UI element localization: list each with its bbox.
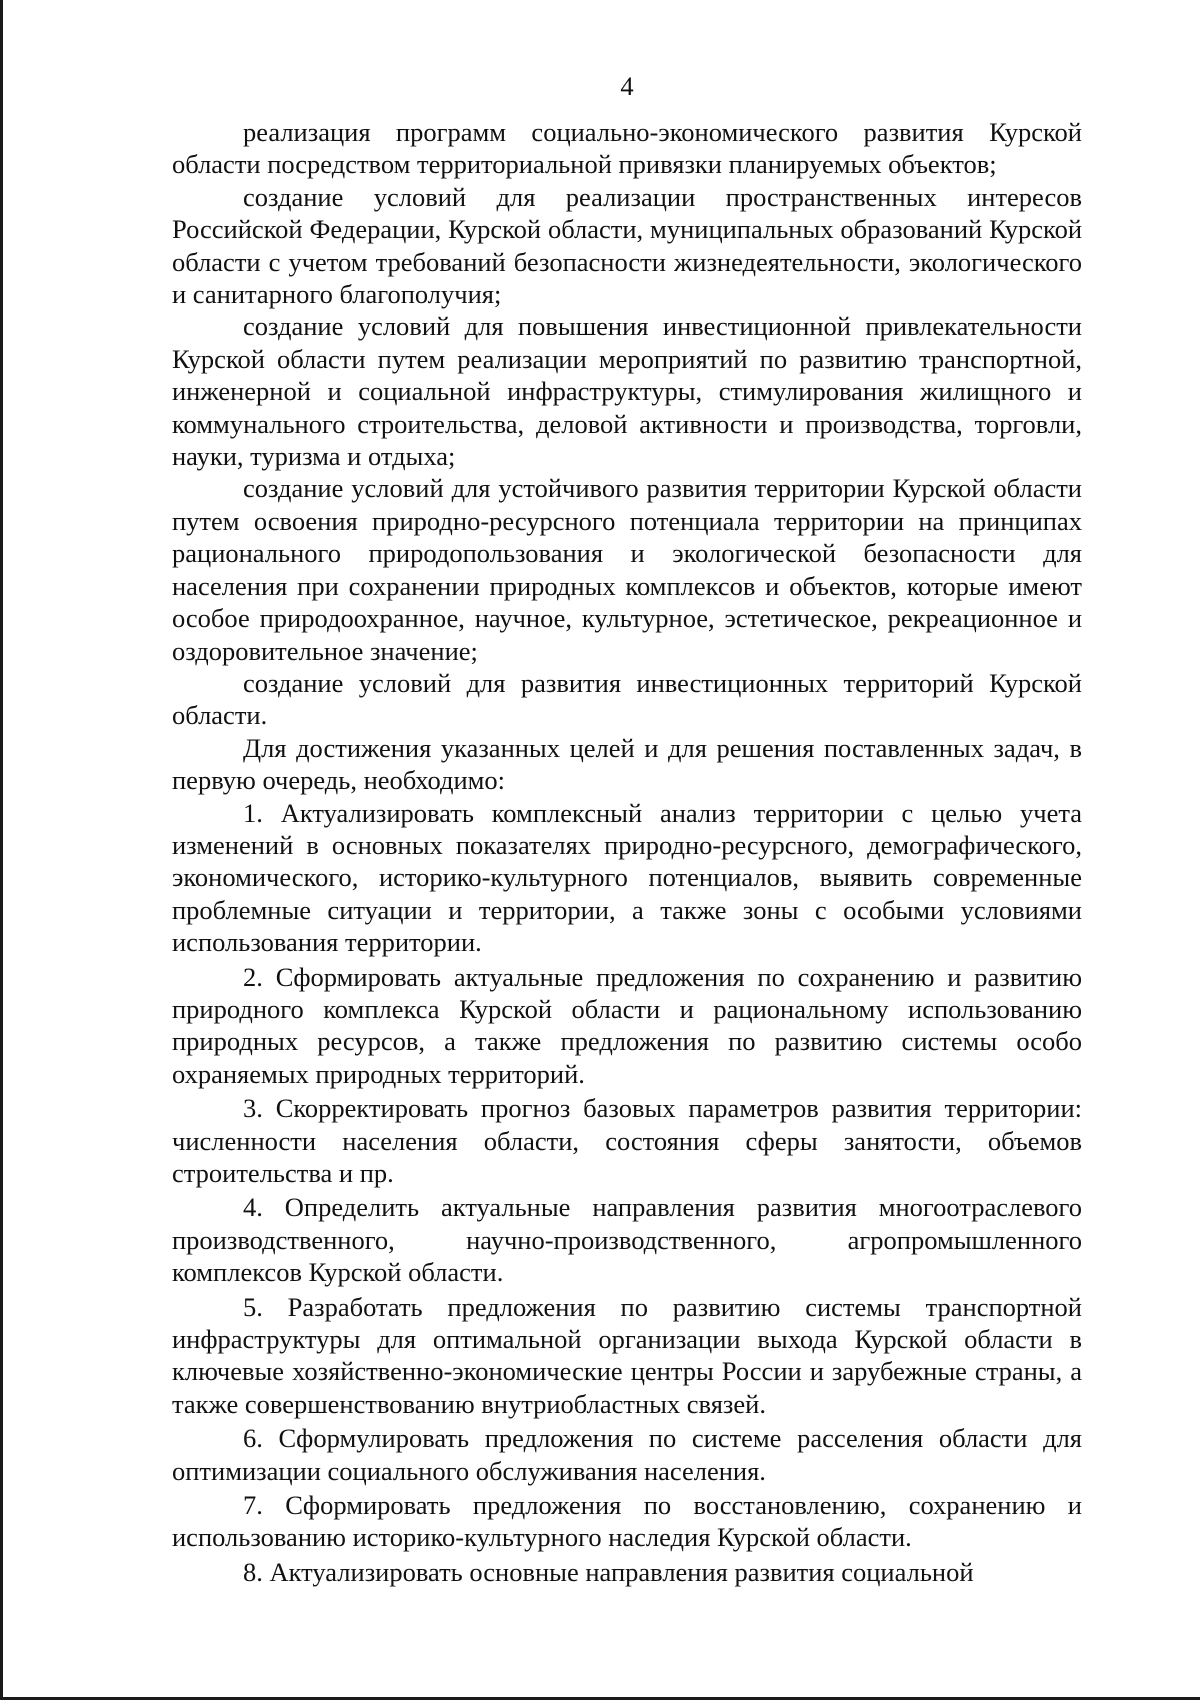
paragraph-goal-spatial-interests: создание условий для реализации пространственных интересов Российской Федерации, Курской области, муниципальных образований Курской области с учетом требований безопасности жизнедеятельности, экологического и санитарного благополучия; [172, 181, 1082, 310]
list-item-6: 6. Сформулировать предложения по системе расселения области для оптимизации социального обслуживания населения. [172, 1423, 1082, 1486]
paragraph-goal-investment-attractiveness: создание условий для повышения инвестиционной привлекательности Курской области путем реализации мероприятий по развитию транспортной, инженерной и социальной инфраструктуры, стимулирования жилищного и коммунального строительства, деловой активности и производства, торговли, науки, туризма и отдыха; [172, 311, 1082, 472]
paragraph-goal-programs: реализация программ социально-экономического развития Курской области посредством территориальной привязки планируемых объектов; [172, 117, 1082, 180]
list-item-4: 4. Определить актуальные направления развития многоотраслевого производственного, научно-производственного, агропромышленного комплексов Курской области. [172, 1192, 1082, 1288]
list-item-8: 8. Актуализировать основные направления развития социальной [243, 1556, 974, 1587]
list-item-3: 3. Скорректировать прогноз базовых параметров развития территории: численности населения области, состояния сферы занятости, объемов строительства и пр. [172, 1093, 1082, 1188]
list-item-7: 7. Сформировать предложения по восстановлению, сохранению и использованию историко-культурного наследия Курской области. [172, 1490, 1082, 1553]
list-item-1: 1. Актуализировать комплексный анализ территории с целью учета изменений в основных показателях природно-ресурсного, демографического, экономического, историко-культурного потенциалов, выявить современные проблемные ситуации и территории, а также зоны с особыми условиями использования территории. [172, 797, 1082, 958]
list-item-5: 5. Разработать предложения по развитию системы транспортной инфраструктуры для оптимальной организации выхода Курской области в ключевые хозяйственно-экономические центры России и зарубежные страны, а также совершенствованию внутриобластных связей. [172, 1291, 1082, 1419]
scan-border-left [0, 0, 3, 1700]
paragraph-tasks-intro: Для достижения указанных целей и для решения поставленных задач, в первую очередь, необходимо: [172, 732, 1082, 796]
page-number: 4 [620, 71, 634, 101]
list-item-2: 2. Сформировать актуальные предложения по сохранению и развитию природного комплекса Курской области и рациональному использованию природных ресурсов, а также предложения по развитию системы особо охраняемых природных территорий. [172, 961, 1082, 1089]
paragraph-goal-investment-territories: создание условий для развития инвестиционных территорий Курской области. [172, 667, 1082, 731]
document-page [172, 72, 1082, 1588]
paragraph-goal-sustainable-development: создание условий для устойчивого развития территории Курской области путем освоения природно-ресурсного потенциала территории на принципах рационального природопользования и экологической безопасности для населения при сохранении природных комплексов и объектов, которые имеют особое природоохранное, научное, культурное, эстетическое, рекреационное и оздоровительное значение; [172, 473, 1082, 666]
